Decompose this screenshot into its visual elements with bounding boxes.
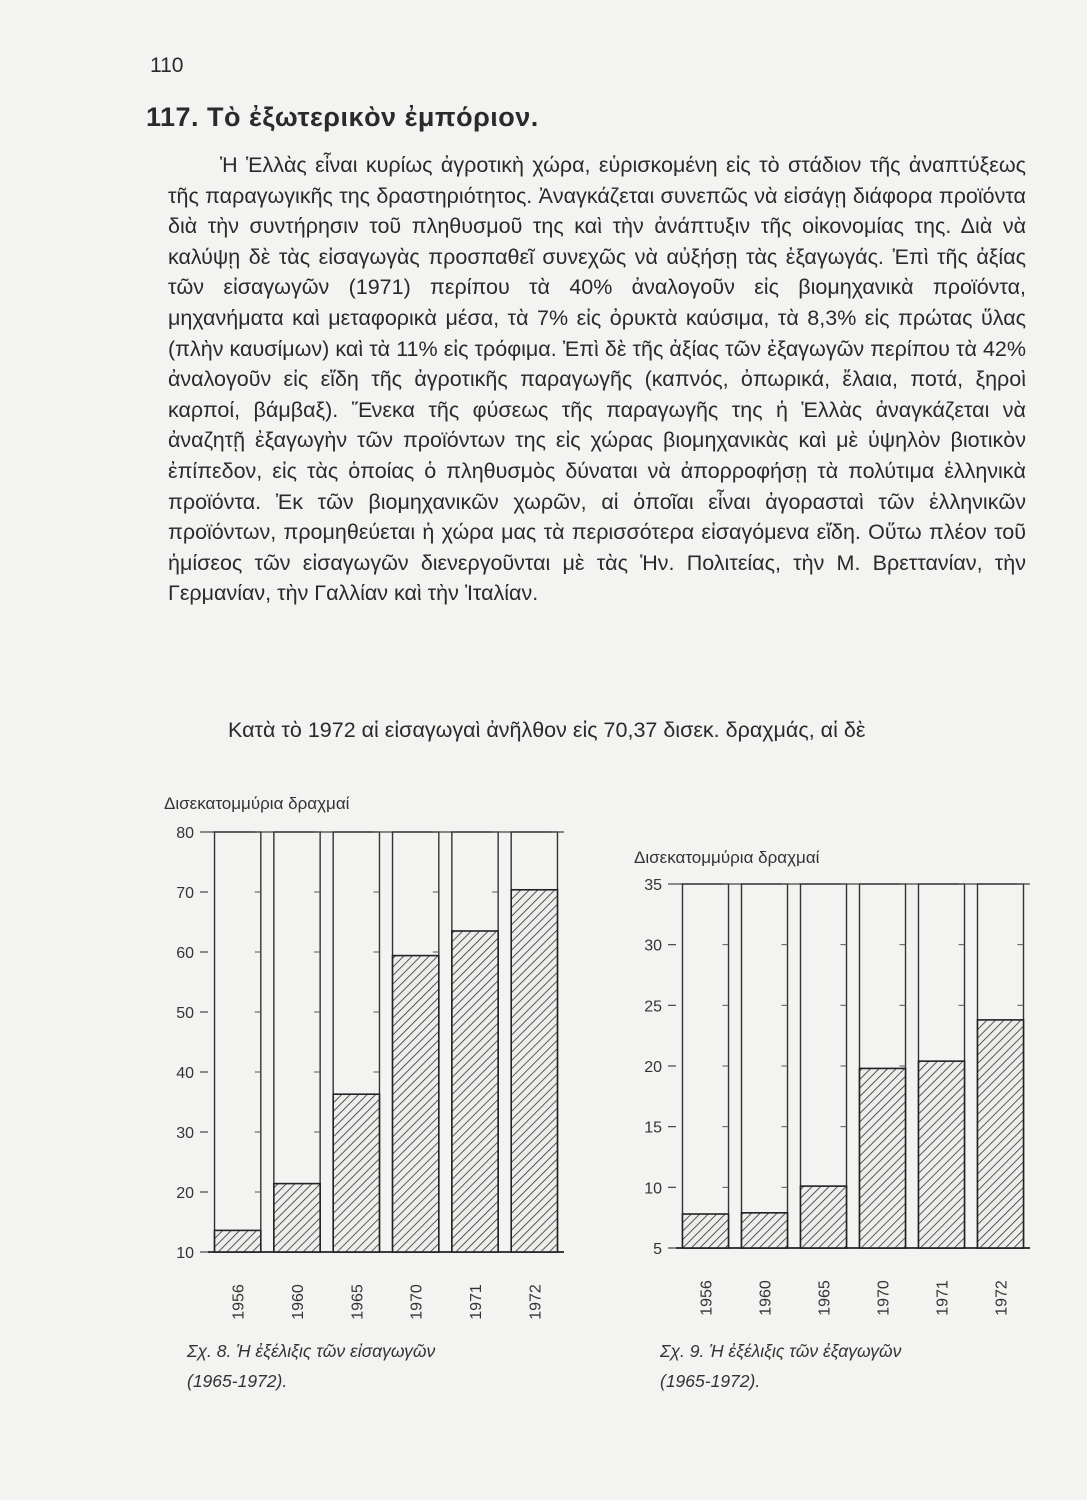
- exports-bars: [682, 1020, 1023, 1248]
- category-label: 1956: [230, 1284, 248, 1320]
- exports-caption-title: Σχ. 9. Ἡ ἐξέλιξις τῶν ἐξαγωγῶν: [660, 1341, 902, 1361]
- ytick-label: 10: [176, 1245, 194, 1262]
- category-label: 1970: [875, 1280, 893, 1316]
- category-label: 1972: [993, 1280, 1011, 1316]
- column-outline: [741, 884, 787, 1248]
- category-label: 1971: [934, 1280, 952, 1316]
- bar-1965: [333, 1094, 379, 1252]
- bar-1971: [452, 931, 498, 1252]
- exports-chart: [620, 835, 1040, 1345]
- imports-caption-years: (1965-1972).: [187, 1371, 288, 1391]
- exports-columns: [682, 884, 1023, 1248]
- bar-1956: [682, 1214, 728, 1248]
- ytick-label: 20: [176, 1185, 194, 1202]
- category-label: 1960: [290, 1284, 307, 1320]
- category-label: 1956: [698, 1280, 716, 1316]
- imports-caption: [187, 1336, 435, 1396]
- exports-ylabel: Δισεκατομμύρια δραχμαί: [634, 848, 820, 867]
- bar-1956: [215, 1230, 261, 1252]
- category-label: 1970: [408, 1284, 426, 1320]
- bar-1960: [274, 1184, 320, 1252]
- imports-category-labels: [231, 1284, 545, 1320]
- category-label: 1960: [757, 1280, 775, 1316]
- category-label: 1965: [349, 1284, 367, 1320]
- bar-1960: [741, 1213, 787, 1248]
- ytick-label: 30: [644, 937, 662, 955]
- bar-1972: [511, 890, 557, 1252]
- ytick-label: 50: [176, 1005, 194, 1022]
- imports-ylabel: Δισεκατομμύρια δραχμαί: [164, 794, 350, 813]
- exports-caption-years: (1965-1972).: [660, 1371, 761, 1391]
- ytick-label: 15: [644, 1119, 662, 1137]
- bar-1972: [977, 1020, 1023, 1248]
- ytick-label: 70: [176, 885, 194, 902]
- imports-caption-title: Σχ. 8. Ἡ ἐξέλιξις τῶν εἰσαγωγῶν: [187, 1341, 436, 1361]
- exports-caption: [660, 1336, 901, 1396]
- imports-chart: [150, 785, 580, 1345]
- category-label: 1971: [468, 1284, 485, 1320]
- imports-bars: [215, 890, 558, 1252]
- category-label: 1965: [816, 1280, 834, 1316]
- ytick-label: 20: [644, 1059, 662, 1076]
- bar-1970: [859, 1068, 905, 1248]
- imports-columns: [215, 832, 558, 1252]
- column-outline: [682, 884, 728, 1248]
- ytick-label: 35: [644, 877, 662, 894]
- ytick-label: 60: [176, 945, 194, 962]
- ytick-label: 5: [653, 1241, 662, 1258]
- category-label: 1972: [527, 1284, 545, 1320]
- bar-1971: [918, 1061, 964, 1248]
- exports-category-labels: [699, 1280, 1011, 1316]
- page-number: 110: [150, 54, 184, 77]
- ytick-label: 10: [644, 1180, 662, 1198]
- column-outline: [215, 832, 261, 1252]
- ytick-label: 25: [644, 998, 662, 1016]
- ytick-label: 40: [176, 1065, 194, 1082]
- ytick-label: 30: [176, 1125, 194, 1142]
- body-paragraph: Ἡ Ἑλλὰς εἶναι κυρίως ἀγροτικὴ χώρα, εὑρισκομένη εἰς τὸ στάδιον τῆς ἀναπτύξεως τῆς παραγωγικῆς της δραστηριότητος. Ἀναγκάζεται συνεπῶς νὰ εἰσάγῃ διάφορα προϊόντα διὰ τὴν συντήρησιν τοῦ πληθυσμοῦ της καὶ τὴν ἀνάπτυξιν τῆς οἰκονομίας της. Διὰ νὰ καλύψῃ δὲ τὰς εἰσαγωγὰς προσπαθεῖ συνεχῶς νὰ αὐξήσῃ τὰς ἐξαγωγάς. Ἐπὶ τῆς ἀξίας τῶν εἰσαγωγῶν (1971) περίπου τὰ 40% ἀναλογοῦν εἰς βιομηχανικὰ προϊόντα, μηχανήματα καὶ μεταφορικὰ μέσα, τὰ 7% εἰς ὀρυκτὰ καύσιμα, τὰ 8,3% εἰς πρώτας ὕλας (πλὴν καυσίμων) καὶ τὰ 11% εἰς τρόφιμα. Ἐπὶ δὲ τῆς ἀξίας τῶν ἐξαγωγῶν περίπου τὰ 42% ἀναλογοῦν εἰς εἴδη τῆς ἀγροτικῆς παραγωγῆς (καπνός, ὀπωρικά, ἔλαια, ποτά, ξηροὶ καρποί, βάμβαξ). Ἕνεκα τῆς φύσεως τῆς παραγωγῆς της ἡ Ἑλλὰς ἀναγκάζεται νὰ ἀναζητῇ ἐξαγωγὴν τῶν προϊόντων της εἰς χώρας βιομηχανικὰς καὶ μὲ ὑψηλὸν βιοτικὸν ἐπίπεδον, εἰς τὰς ὁποίας ὁ πληθυσμὸς δύναται νὰ ἀπορροφήσῃ τὰ πολύτιμα ἑλληνικὰ προϊόντα. Ἐκ τῶν βιομηχανικῶν χωρῶν, αἱ ὁποῖαι εἶναι ἀγορασταὶ τῶν ἑλληνικῶν προϊόντων, προμηθεύεται ἡ χώρα μας τὰ περισσότερα εἰσαγόμενα εἴδη. Οὕτω πλέον τοῦ ἡμίσεος τῶν εἰσαγωγῶν διενεργοῦνται μὲ τὰς Ἡν. Πολιτείας, τὴν Μ. Βρεττανίαν, τὴν Γερμανίαν, τὴν Γαλλίαν καὶ τὴν Ἰταλίαν.: [168, 153, 1026, 606]
- section-heading: 117. Τὸ ἐξωτερικὸν ἐμπόριον.: [146, 102, 539, 132]
- bar-1965: [800, 1186, 846, 1248]
- ytick-label: 80: [176, 825, 194, 842]
- bar-1970: [393, 956, 439, 1252]
- intro-line: Κατὰ τὸ 1972 αἱ εἰσαγωγαὶ ἀνῆλθον εἰς 70,37 δισεκ. δραχμάς, αἱ δὲ: [228, 718, 866, 742]
